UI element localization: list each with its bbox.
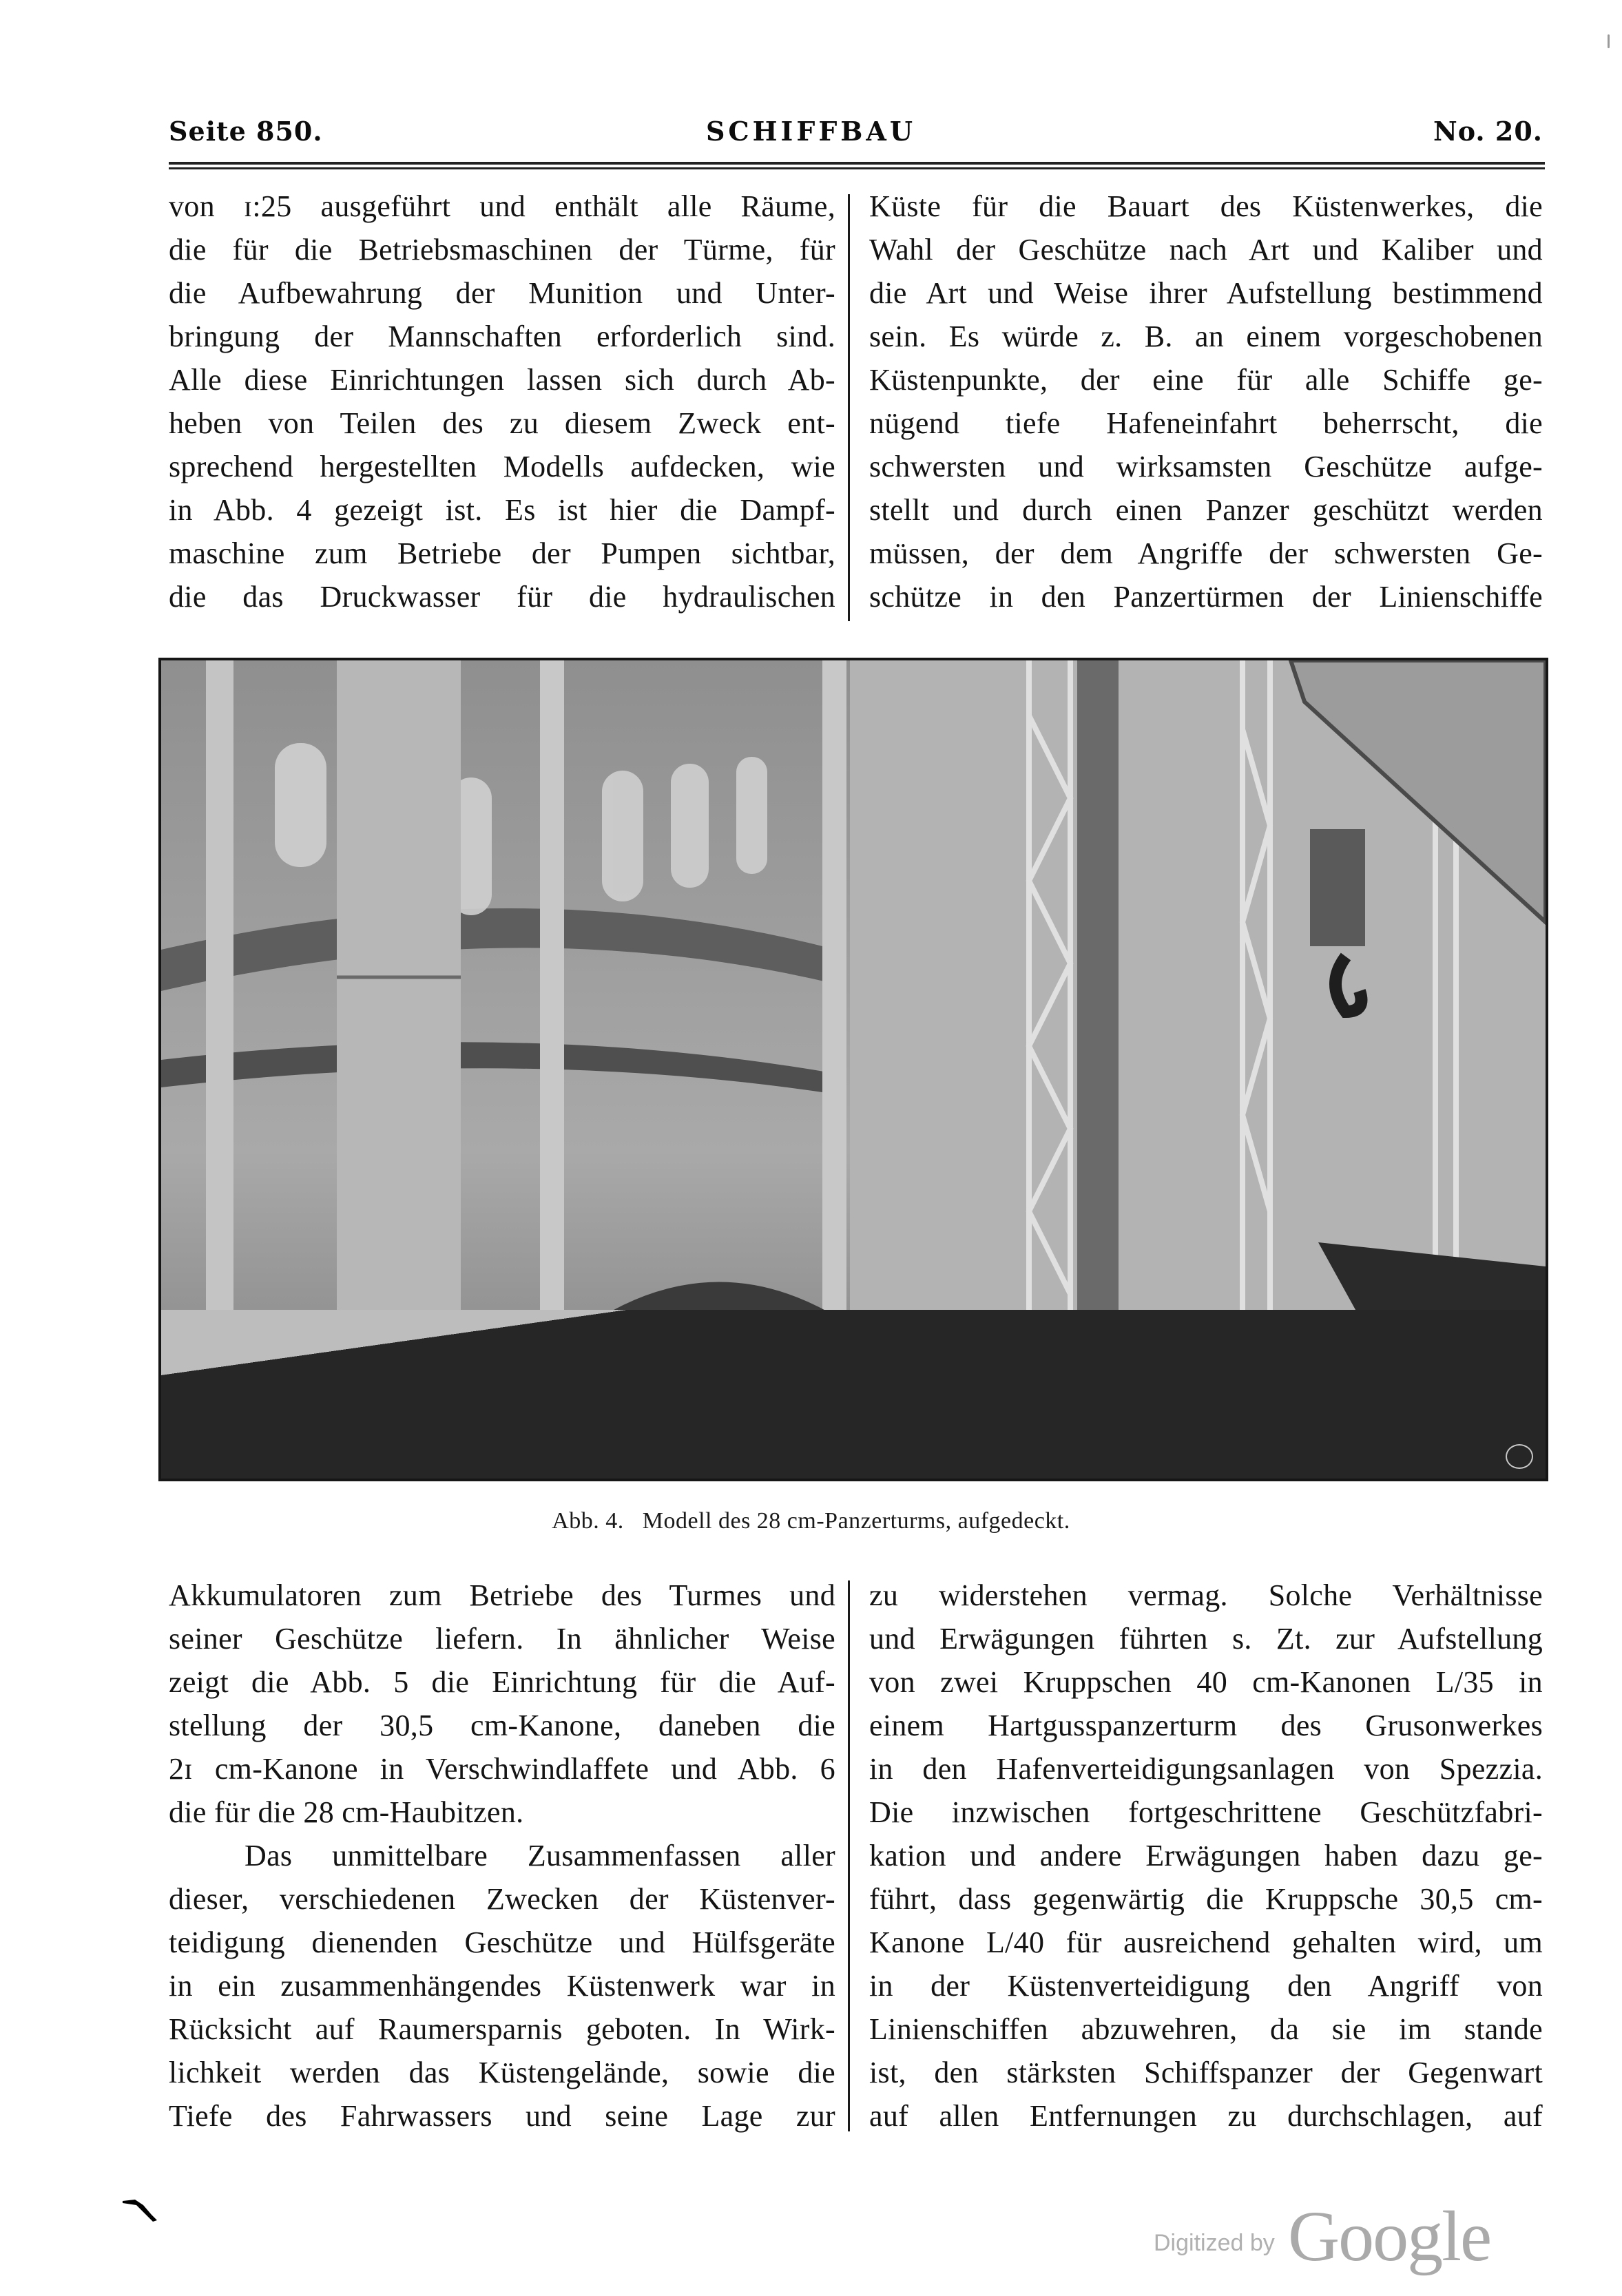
text-line: von ɪ:25 ausgeführt und enthält alle Räume,: [169, 189, 835, 223]
text-line: in ein zusammenhängendes Küstenwerk war in: [169, 1969, 835, 2003]
text-line: in Abb. 4 gezeigt ist. Es ist hier die Dampf-: [169, 493, 835, 527]
text-line: führt, dass gegenwärtig die Kruppsche 30,5 cm-: [869, 1882, 1543, 1916]
text-line: Akkumulatoren zum Betriebe des Turmes und: [169, 1578, 835, 1612]
text-line: Die inzwischen fortgeschrittene Geschützfabri-: [869, 1795, 1543, 1829]
top-left-column: [169, 185, 835, 618]
text-line: Küstenpunkte, der eine für alle Schiffe ge-: [869, 363, 1543, 397]
text-line: bringung der Mannschaften erforderlich sind.: [169, 320, 835, 353]
text-line: maschine zum Betriebe der Pumpen sichtbar,: [169, 536, 835, 570]
text-line: stellung der 30,5 cm-Kanone, daneben die: [169, 1709, 835, 1742]
text-line: dieser, verschiedenen Zwecken der Küstenver-: [169, 1882, 835, 1916]
text-line: heben von Teilen des zu diesem Zweck ent-: [169, 406, 835, 440]
text-line: die Aufbewahrung der Munition und Unter-: [169, 276, 835, 310]
text-line: Küste für die Bauart des Küstenwerkes, die: [869, 189, 1543, 223]
scan-edge-mark: [1608, 34, 1610, 48]
text-line: sprechend hergestellten Modells aufdecken, wie: [169, 450, 835, 483]
text-line: die für die 28 cm-Haubitzen.: [169, 1795, 524, 1829]
bottom-left-column: [169, 1574, 835, 2138]
text-line: Wahl der Geschütze nach Art und Kaliber und: [869, 233, 1543, 267]
text-line: zu widerstehen vermag. Solche Verhältnisse: [869, 1578, 1543, 1612]
issue-number: No. 20.: [1433, 116, 1543, 147]
text-line: seiner Geschütze liefern. In ähnlicher Weise: [169, 1622, 835, 1656]
text-line: stellt und durch einen Panzer geschützt werden: [869, 493, 1543, 527]
text-line: müssen, der dem Angriffe der schwersten Ge-: [869, 536, 1543, 570]
text-line: auf allen Entfernungen zu durchschlagen, auf: [869, 2099, 1543, 2133]
header-rule-top: [169, 162, 1545, 165]
text-line: nügend tiefe Hafeneinfahrt beherrscht, die: [869, 406, 1543, 440]
text-line: schütze in den Panzertürmen der Linienschiffe: [869, 580, 1543, 614]
text-line: Rücksicht auf Raumersparnis geboten. In Wirk-: [169, 2012, 835, 2046]
text-line: in der Küstenverteidigung den Angriff von: [869, 1969, 1543, 2003]
text-line: die das Druckwasser für die hydraulischen: [169, 580, 835, 614]
bottom-right-column: [869, 1574, 1543, 2138]
text-line: von zwei Kruppschen 40 cm-Kanonen L/35 in: [869, 1665, 1543, 1699]
text-line: lichkeit werden das Küstengelände, sowie die: [169, 2056, 835, 2089]
text-line: in den Hafenverteidigungsanlagen von Spezzia.: [869, 1752, 1543, 1786]
text-line: und Erwägungen führten s. Zt. zur Aufstellung: [869, 1622, 1543, 1656]
page-number: Seite 850.: [169, 116, 323, 147]
column-divider-top: [848, 194, 850, 621]
text-line: die Art und Weise ihrer Aufstellung bestimmend: [869, 276, 1543, 310]
text-line: teidigung dienenden Geschütze und Hülfsgeräte: [169, 1925, 835, 1959]
photo-foreground: [161, 1310, 1546, 1479]
figure-photo: [158, 658, 1548, 1481]
text-line: ist, den stärksten Schiffspanzer der Gegenwart: [869, 2056, 1543, 2089]
figure-caption: Abb. 4. Modell des 28 cm-Panzerturms, aufgedeckt.: [552, 1508, 1070, 1534]
text-line: einem Hartgusspanzerturm des Grusonwerkes: [869, 1709, 1543, 1742]
text-line: 2ɪ cm-Kanone in Verschwindlaffete und Abb. 6: [169, 1752, 835, 1786]
header-rule-bottom: [169, 167, 1545, 169]
text-line: sein. Es würde z. B. an einem vorgeschobenen: [869, 320, 1543, 353]
column-divider-bottom: [848, 1580, 850, 2131]
text-line: zeigt die Abb. 5 die Einrichtung für die Auf-: [169, 1665, 835, 1699]
top-right-column: [869, 185, 1543, 618]
text-line: die für die Betriebsmaschinen der Türme, für: [169, 233, 835, 267]
text-line: Linienschiffen abzuwehren, da sie im stande: [869, 2012, 1543, 2046]
heart-monogram-icon: [1506, 1444, 1533, 1469]
text-line: Das unmittelbare Zusammenfassen aller: [245, 1839, 835, 1872]
watermark-brand-logo: Google: [1288, 2197, 1491, 2276]
text-line: Alle diese Einrichtungen lassen sich durch Ab-: [169, 363, 835, 397]
watermark-prefix: Digitized by: [1154, 2230, 1275, 2256]
text-line: Tiefe des Fahrwassers und seine Lage zur: [169, 2099, 835, 2133]
journal-title: SCHIFFBAU: [705, 116, 917, 147]
text-line: schwersten und wirksamsten Geschütze aufge-: [869, 450, 1543, 483]
scan-arrow-mark-icon: [123, 2197, 164, 2228]
text-line: Kanone L/40 für ausreichend gehalten wird, um: [869, 1925, 1543, 1959]
text-line: kation und andere Erwägungen haben dazu ge-: [869, 1839, 1543, 1872]
